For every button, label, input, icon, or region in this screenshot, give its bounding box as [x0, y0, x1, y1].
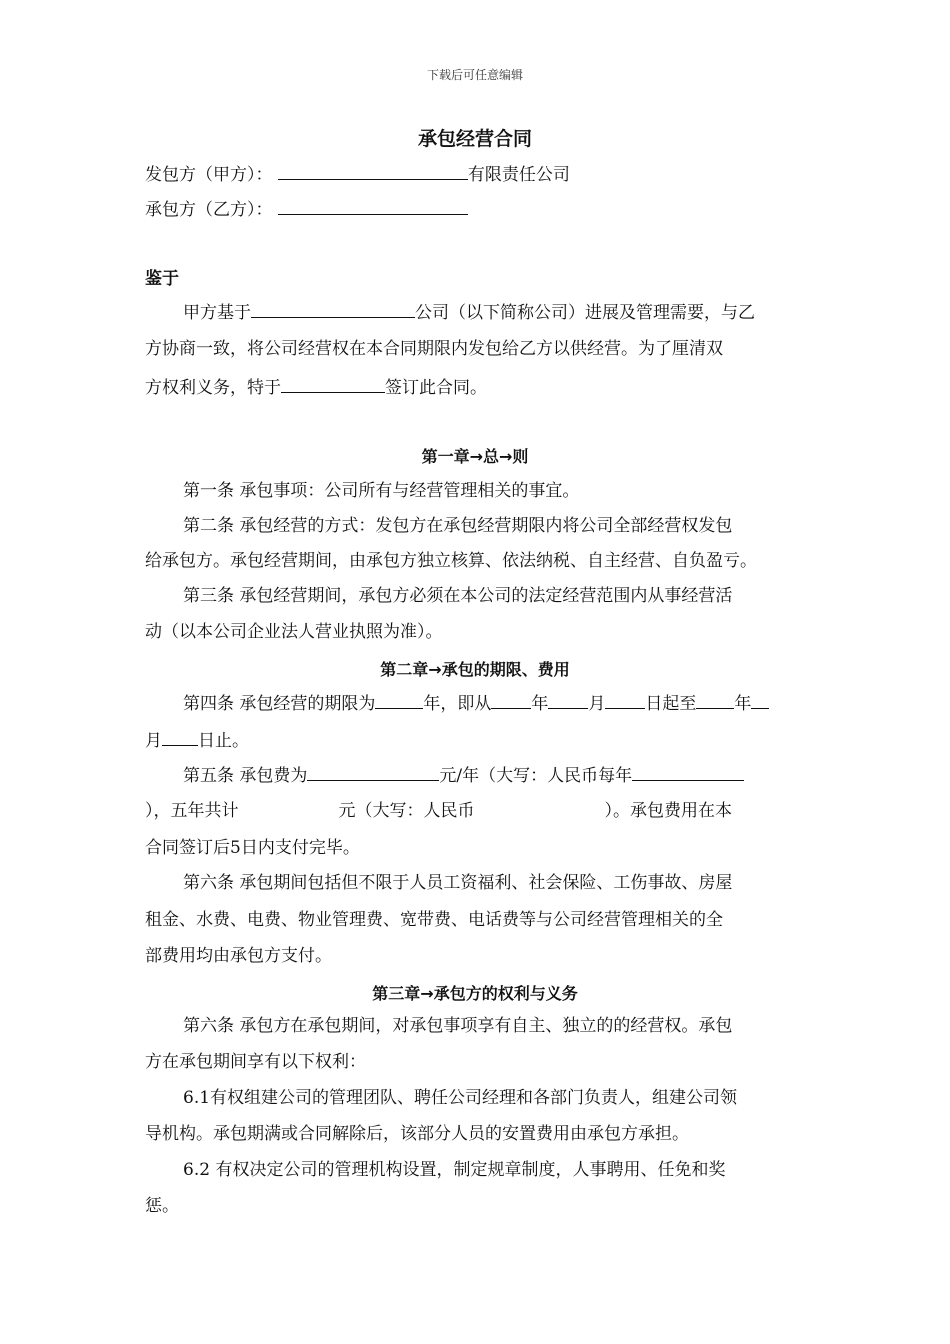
article-2-line-1: 第二条 承包经营的方式：发包方在承包经营期限内将公司全部经营权发包 [183, 516, 733, 536]
chapter-3-title: 第三章→承包方的权利与义务 [372, 984, 578, 1003]
whereas-text: 公司（以下简称公司）进展及管理需要，与乙 [415, 303, 755, 323]
party-a-suffix: 有限责任公司 [467, 165, 570, 185]
sign-place-blank[interactable] [281, 374, 385, 393]
article-4-text: 月 [145, 731, 162, 751]
chapter-3-article-6-line-1: 第六条 承包方在承包期间，对承包事项享有自主、独立的的经营权。承包 [183, 1016, 733, 1036]
article-1: 第一条 承包事项：公司所有与经营管理相关的事宜。 [183, 481, 580, 501]
whereas-line-2: 方协商一致，将公司经营权在本合同期限内发包给乙方以供经营。为了厘清双 [145, 339, 723, 359]
article-4-text: 日止。 [198, 731, 249, 751]
item-6-2-line-2: 惩。 [145, 1196, 179, 1216]
end-day-blank[interactable] [162, 727, 198, 746]
item-6-1-line-2: 导机构。承包期满或合同解除后，该部分人员的安置费用由承包方承担。 [145, 1124, 689, 1144]
article-4-line-1 [183, 690, 810, 716]
company-blank[interactable] [251, 299, 415, 318]
party-a-label: 发包方（甲方）： [145, 165, 273, 185]
article-6-line-2: 租金、水费、电费、物业管理费、宽带费、电话费等与公司经营管理相关的全 [145, 910, 723, 930]
article-5-text: 元（大写：人民币 [338, 801, 475, 821]
article-6-line-1: 第六条 承包期间包括但不限于人员工资福利、社会保险、工伤事故、房屋 [183, 873, 733, 893]
article-3-line-2: 动（以本公司企业法人营业执照为准）。 [145, 622, 443, 642]
whereas-line-3 [145, 374, 810, 400]
article-6-line-3: 部费用均由承包方支付。 [145, 946, 332, 966]
party-b-blank[interactable] [278, 196, 468, 215]
chapter-3-article-6-line-2: 方在承包期间享有以下权利： [145, 1052, 366, 1072]
contract-title: 承包经营合同 [417, 128, 532, 150]
article-5-line-3: 合同签订后5日内支付完毕。 [145, 838, 360, 858]
article-4-text: 年 [531, 694, 549, 714]
article-4-text: 第四条 承包经营的期限为 [183, 694, 376, 714]
start-month-blank[interactable] [548, 690, 588, 709]
article-5-text: ）。承包费用在本 [604, 801, 732, 821]
start-year-blank[interactable] [491, 690, 531, 709]
article-4-text: 年，即从 [423, 694, 492, 714]
annual-fee-blank[interactable] [307, 762, 439, 781]
start-day-blank[interactable] [605, 690, 645, 709]
party-a-line [145, 161, 810, 187]
party-b-label: 承包方（乙方）： [145, 200, 273, 220]
whereas-text: 甲方基于 [183, 303, 251, 323]
item-6-2-line-1: 6.2 有权决定公司的管理机构设置，制定规章制度，人事聘用、任免和奖 [183, 1160, 726, 1180]
end-year-blank[interactable] [696, 690, 734, 709]
term-years-blank[interactable] [375, 690, 423, 709]
article-2-line-2: 给承包方。承包经营期间，由承包方独立核算、依法纳税、自主经营、自负盈亏。 [145, 551, 757, 571]
annual-fee-words-blank[interactable] [632, 762, 744, 781]
whereas-text: 方权利义务，特于 [145, 378, 281, 398]
article-4-text: 月 [588, 694, 606, 714]
article-3-line-1: 第三条 承包经营期间，承包方必须在本公司的法定经营范围内从事经营活 [183, 586, 733, 606]
whereas-text: 签订此合同。 [385, 378, 487, 398]
article-5-text: ），五年共计 [145, 801, 239, 821]
chapter-1-title: 第一章→总→则 [421, 447, 529, 466]
whereas-heading: 鉴于 [145, 269, 179, 289]
party-a-blank[interactable] [278, 161, 468, 180]
party-b-line [145, 196, 810, 222]
article-4-text: 日起至 [645, 694, 697, 714]
chapter-2-title: 第二章→承包的期限、费用 [380, 660, 570, 679]
article-5-line-2 [145, 799, 810, 823]
article-5-line-1 [183, 762, 810, 788]
article-4-line-2 [145, 727, 810, 753]
article-4-text: 年 [734, 694, 752, 714]
header-note: 下载后可任意编辑 [426, 68, 523, 82]
article-5-text: 元/年（大写：人民币每年 [439, 766, 633, 786]
item-6-1-line-1: 6.1有权组建公司的管理团队、聘任公司经理和各部门负责人，组建公司领 [183, 1088, 738, 1108]
end-month-blank-part[interactable] [751, 690, 769, 709]
whereas-line-1 [183, 299, 810, 325]
article-5-text: 第五条 承包费为 [183, 766, 308, 786]
